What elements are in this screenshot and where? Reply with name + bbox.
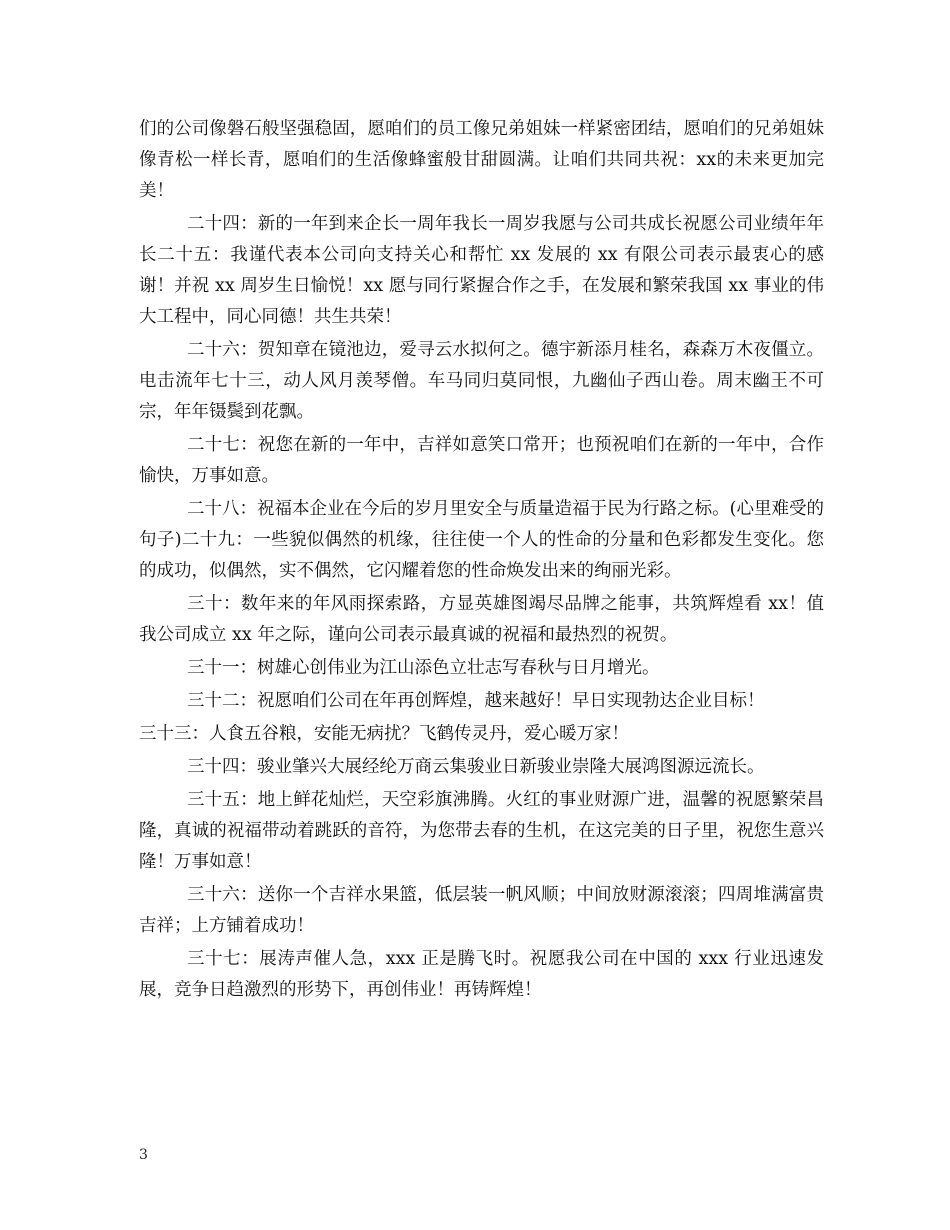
document-body <box>139 114 824 1008</box>
paragraph-33: 三十三：人食五谷粮，安能无病扰？飞鹤传灵丹，爱心暖万家！ <box>139 724 629 744</box>
paragraph-30: 三十：数年来的年风雨探索路，方显英雄图竭尽品牌之能事，共筑辉煌看 xx！值我公司成立 xx 年之际，谨向公司表示最真诚的祝福和最热烈的祝贺。 <box>139 594 824 645</box>
paragraph-34: 三十四：骏业肇兴大展经纶万商云集骏业日新骏业崇隆大展鸿图源远流长。 <box>187 757 765 777</box>
paragraph-24-25: 二十四：新的一年到来企长一周年我长一周岁我愿与公司共成长祝愿公司业绩年年长二十五：我谨代表本公司向支持关心和帮忙 xx 发展的 xx 有限公司表示最衷心的感谢！并祝 xx 周岁生日愉悦！xx 愿与同行紧握合作之手，在发展和繁荣我国 xx 事业的伟大工程中，同心同德！共生共荣！ <box>139 214 824 327</box>
paragraph-36: 三十六：送你一个吉祥水果篮，低层装一帆风顺；中间放财源滚滚；四周堆满富贵吉祥；上方铺着成功！ <box>139 885 824 936</box>
paragraph-27: 二十七：祝您在新的一年中，吉祥如意笑口常开；也预祝咱们在新的一年中，合作愉快，万事如意。 <box>139 435 824 486</box>
paragraph-37: 三十七：展涛声催人急，xxx 正是腾飞时。祝愿我公司在中国的 xxx 行业迅速发展，竞争日趋激烈的形势下，再创伟业！再铸辉煌！ <box>139 949 824 1000</box>
paragraph-35: 三十五：地上鲜花灿烂，天空彩旗沸腾。火红的事业财源广进，温馨的祝愿繁荣昌隆，真诚的祝福带动着跳跃的音符，为您带去春的生机，在这完美的日子里，祝您生意兴隆！万事如意！ <box>139 790 824 872</box>
paragraph-32: 三十二：祝愿咱们公司在年再创辉煌，越来越好！早日实现勃达企业目标！ <box>187 691 765 711</box>
page-number: 3 <box>139 1147 148 1163</box>
paragraph-26: 二十六：贺知章在镜池边，爱寻云水拟何之。德宇新添月桂名，森森万木夜僵立。电击流年七十三，动人风月羡琴僧。车马同归莫同恨，九幽仙子西山卷。周末幽王不可宗，年年镊鬓到花飘。 <box>139 340 824 422</box>
paragraph-31: 三十一：树雄心创伟业为江山添色立壮志写春秋与日月增光。 <box>187 658 660 678</box>
paragraph-continuation: 们的公司像磐石般坚强稳固，愿咱们的员工像兄弟姐妹一样紧密团结，愿咱们的兄弟姐妹像青松一样长青，愿咱们的生活像蜂蜜般甘甜圆满。让咱们共同共祝：xx的未来更加完美！ <box>139 119 824 201</box>
paragraph-28-29: 二十八：祝福本企业在今后的岁月里安全与质量造福于民为行路之标。(心里难受的句子)二十九：一些貌似偶然的机缘，往往使一个人的性命的分量和色彩都发生变化。您的成功，似偶然，实不偶然，它闪耀着您的性命焕发出来的绚丽光彩。 <box>139 499 824 581</box>
